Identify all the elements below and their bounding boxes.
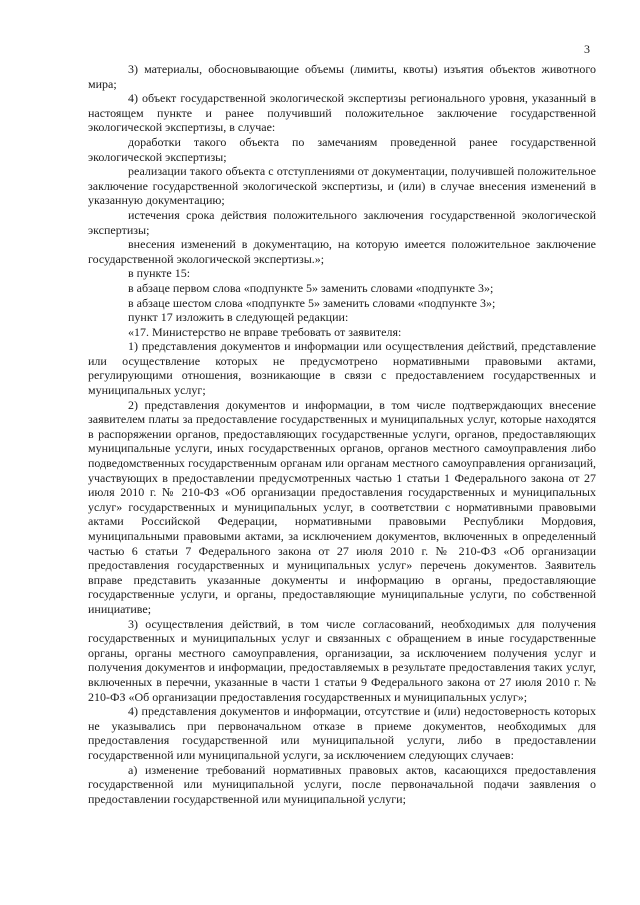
paragraph: 3) осуществления действий, в том числе согласований, необходимых для получения государственных и муниципальных услуг и связанных с обращением в иные государственные органы, органы местного самоуправления, организации, за исключением получения услуг и получения документов и информации, предоставляемых в результате предоставления таких услуг, включенных в перечни, указанные в части 1 статьи 9 Федерального закона от 27 июля 2010 г. № 210-ФЗ «Об организации предоставления государственных и муниципальных услуг»;: [88, 616, 596, 704]
paragraph: 1) представления документов и информации или осуществления действий, представление или осуществление которых не предусмотрено нормативными правовыми актами, регулирующими отношения, возникающие в связи с предоставлением государственных и муниципальных услуг;: [88, 339, 596, 398]
paragraph: реализации такого объекта с отступлениями от документации, получившей положительное заключение государственной экологической экспертизы, и (или) в случае внесения изменений в указанную документацию;: [88, 164, 596, 208]
paragraph: 3) материалы, обосновывающие объемы (лимиты, квоты) изъятия объектов животного мира;: [88, 62, 596, 91]
document-body: [88, 62, 596, 806]
paragraph: в абзаце шестом слова «подпункте 5» заменить словами «подпункте 3»;: [128, 295, 496, 310]
paragraph: 4) представления документов и информации, отсутствие и (или) недостоверность которых не указывались при первоначальном отказе в приеме документов, необходимых для предоставления государственной или муниципальной услуги, либо в предоставлении государственной или муниципальной услуги, за исключением следующих случаев:: [88, 704, 596, 762]
paragraph: в абзаце первом слова «подпункте 5» заменить словами «подпункте 3»;: [128, 280, 494, 295]
paragraph: внесения изменений в документацию, на которую имеется положительное заключение государственной экологической экспертизы.»;: [88, 237, 596, 266]
paragraph: в пункте 15:: [128, 266, 191, 281]
paragraph: а) изменение требований нормативных правовых актов, касающихся предоставления государственной или муниципальной услуги, после первоначальной подачи заявления о предоставлении государственной или муниципальной услуги;: [88, 762, 596, 806]
paragraph: пункт 17 изложить в следующей редакции:: [128, 310, 349, 325]
paragraph: истечения срока действия положительного заключения государственной экологической экспертизы;: [88, 207, 596, 237]
page-number: 3: [584, 42, 590, 56]
paragraph: 4) объект государственной экологической экспертизы регионального уровня, указанный в настоящем пункте и ранее получивший положительное заключение государственной экологической экспертизы, в случае:: [88, 91, 596, 135]
paragraph: 2) представления документов и информации, в том числе подтверждающих внесение заявителем платы за предоставление государственных и муниципальных услуг, которые находятся в распоряжении органов, предоставляющих государственные услуги, органов, предоставляющих муниципальные услуги, иных государственных органов, органов местного самоуправления либо подведомственных государственным органам или органам местного самоуправления организаций, участвующих в предоставлении предусмотренных частью 1 статьи 1 Федерального закона от 27 июля 2010 г. № 210-ФЗ «Об организации предоставления государственных и муниципальных услуг» государственных и муниципальных услуг, в соответствии с нормативными правовыми актами Российской Федерации, нормативными правовыми Республики Мордовия, муниципальными правовыми актами, за исключением документов, включенных в определенный частью 6 статьи 7 Федерального закона от 27 июля 2010 г. № 210-ФЗ «Об организации предоставления государственных и муниципальных услуг» перечень документов. Заявитель вправе представить указанные документы и информацию в органы, предоставляющие государственные услуги, и органы, предоставляющие муниципальные услуги, по собственной инициативе;: [88, 397, 596, 616]
paragraph: доработки такого объекта по замечаниям проведенной ранее государственной экологической экспертизы;: [88, 134, 596, 164]
paragraph: «17. Министерство не вправе требовать от заявителя:: [128, 324, 402, 339]
